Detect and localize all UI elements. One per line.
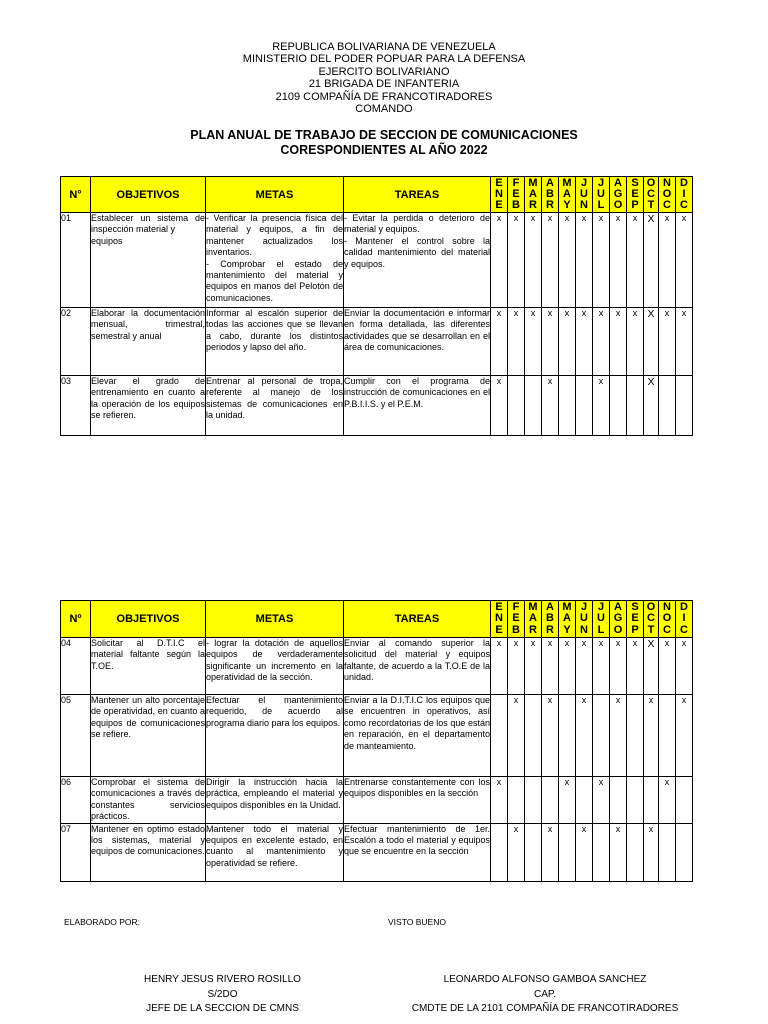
month-mark-cell	[525, 823, 542, 881]
table-header-row	[61, 177, 693, 213]
month-mark-cell: x	[491, 308, 508, 376]
month-mark-cell: x	[508, 823, 525, 881]
plan-table-2	[60, 600, 693, 882]
col-header-month: S E P	[627, 601, 644, 638]
month-mark-cell	[525, 376, 542, 436]
col-header-month: O C T	[644, 601, 659, 638]
meta-cell-text: Entrenar al personal de tropa, referente al manejo de los sistemas de comunicaciones en la unidad.	[206, 376, 343, 421]
col-header-tareas: TAREAS	[344, 601, 491, 638]
meta-cell	[206, 308, 344, 376]
month-mark-cell: x	[593, 308, 610, 376]
objetivo-cell	[91, 777, 206, 824]
col-header-month: M A R	[525, 177, 542, 213]
title-line: PLAN ANUAL DE TRABAJO DE SECCION DE COMUNICACIONES	[190, 128, 578, 142]
month-mark-cell: x	[627, 308, 644, 376]
signer-name: HENRY JESUS RIVERO ROSILLO	[144, 974, 301, 985]
month-mark-cell	[676, 777, 693, 824]
month-mark-cell: x	[508, 695, 525, 777]
tarea-cell	[344, 777, 491, 824]
objetivo-cell	[91, 376, 206, 436]
month-mark-cell: x	[542, 638, 559, 695]
month-mark-cell	[627, 376, 644, 436]
month-mark-cell	[491, 695, 508, 777]
col-header-num: Nº	[61, 601, 91, 638]
month-mark-cell	[627, 823, 644, 881]
objetivo-cell	[91, 308, 206, 376]
month-mark-cell: X	[644, 308, 659, 376]
month-mark-cell	[676, 823, 693, 881]
row-number-text: 06	[61, 777, 72, 787]
month-mark-cell	[593, 823, 610, 881]
title-line: CORESPONDIENTES AL AÑO 2022	[280, 143, 488, 157]
objetivo-cell-text: Establecer un sistema de inspección material y equipos	[91, 213, 205, 246]
document-header	[0, 41, 768, 115]
col-header-num: N°	[61, 177, 91, 213]
month-mark-cell: x	[542, 376, 559, 436]
objetivo-cell-text: Mantener un alto porcentaje de operatividad, en cuanto a equipos de comunicaciones se refiere.	[91, 695, 205, 740]
table-row	[61, 638, 693, 695]
col-header-month: M A Y	[559, 177, 576, 213]
table-row	[61, 376, 693, 436]
month-mark-cell: x	[627, 213, 644, 308]
meta-cell	[206, 638, 344, 695]
month-mark-cell: x	[508, 638, 525, 695]
header-line: 2109 COMPAÑÍA DE FRANCOTIRADORES	[275, 90, 493, 103]
header-line: 21 BRIGADA DE INFANTERIA	[308, 78, 460, 91]
row-number-text: 01	[61, 213, 72, 223]
tarea-cell-text: - Evitar la perdida o deterioro de material y equipos. - Mantener el control sobre la calidad mantenimiento del material y equipos.	[344, 213, 490, 269]
col-header-month: A B R	[542, 177, 559, 213]
month-mark-cell: x	[676, 638, 693, 695]
month-mark-cell	[676, 376, 693, 436]
tarea-cell	[344, 213, 491, 308]
month-mark-cell	[627, 695, 644, 777]
meta-cell	[206, 823, 344, 881]
month-mark-cell: x	[559, 777, 576, 824]
month-mark-cell: x	[610, 695, 627, 777]
row-number	[61, 213, 91, 308]
header-line: MINISTERIO DEL PODER POPUAR PARA LA DEFENSA	[242, 53, 526, 66]
tarea-cell	[344, 308, 491, 376]
meta-cell	[206, 777, 344, 824]
month-mark-cell	[559, 376, 576, 436]
col-header-month: J U L	[593, 601, 610, 638]
month-mark-cell: X	[644, 213, 659, 308]
meta-cell-text: - lograr la dotación de aquellos equipos de verdaderamente significante un incremento en la operatividad de la sección.	[206, 638, 343, 683]
month-mark-cell: x	[659, 638, 676, 695]
row-number	[61, 823, 91, 881]
month-mark-cell: x	[576, 823, 593, 881]
objetivo-cell-text: Mantener en optimo estado los sistemas, material y equipos de comunicaciones.	[91, 823, 205, 857]
objetivo-cell-text: Elevar el grado de entrenamiento en cuanto a la operación de los equipos se refieren.	[91, 376, 205, 421]
row-number	[61, 638, 91, 695]
month-mark-cell: x	[491, 777, 508, 824]
table-row	[61, 695, 693, 777]
month-mark-cell: x	[576, 213, 593, 308]
month-mark-cell: x	[542, 823, 559, 881]
month-mark-cell	[559, 695, 576, 777]
meta-cell-text: - Verificar la presencia física del material y equipos, a fin de mantener actualizados los inventarios. - Comprobar el estado de mantenimiento del material y equipos en manos del Pelotón de comunicaciones.	[206, 213, 343, 303]
col-header-month: A G O	[610, 177, 627, 213]
col-header-month: E N E	[491, 177, 508, 213]
month-mark-cell	[659, 823, 676, 881]
month-mark-cell: x	[559, 308, 576, 376]
col-header-month: F E B	[508, 177, 525, 213]
signer-rank: CAP.	[533, 988, 557, 1000]
signer-name: LEONARDO ALFONSO GAMBOA SANCHEZ	[443, 974, 647, 985]
month-mark-cell	[627, 777, 644, 824]
col-header-month: J U N	[576, 177, 593, 213]
row-number-text: 05	[61, 695, 72, 705]
month-mark-cell	[525, 695, 542, 777]
month-mark-cell: x	[559, 638, 576, 695]
visto-bueno-label: VISTO BUENO	[388, 917, 446, 927]
signer-role: JEFE DE LA SECCION DE CMNS	[146, 1003, 299, 1014]
objetivo-cell-text: Comprobar el sistema de comunicaciones a través de constantes servicios prácticos.	[91, 777, 205, 822]
elaborado-label: ELABORADO POR:	[64, 917, 141, 927]
month-mark-cell: x	[644, 695, 659, 777]
col-header-month: A B R	[542, 601, 559, 638]
objetivo-cell	[91, 213, 206, 308]
month-mark-cell: x	[593, 638, 610, 695]
meta-cell-text: Mantener todo el material y equipos en excelente estado, en cuanto al mantenimiento y operatividad se refiere.	[206, 823, 343, 868]
meta-cell	[206, 376, 344, 436]
month-mark-cell: x	[576, 308, 593, 376]
month-mark-cell: x	[659, 213, 676, 308]
month-mark-cell	[525, 777, 542, 824]
tarea-cell-text: Enviar la documentación e informar en forma detallada, las diferentes actividades que se desarrollan en el área de comunicaciones.	[344, 308, 490, 353]
month-mark-cell: x	[491, 638, 508, 695]
month-mark-cell: x	[576, 638, 593, 695]
tarea-cell	[344, 823, 491, 881]
col-header-metas: METAS	[206, 177, 344, 213]
table-row	[61, 308, 693, 376]
col-header-objetivos: OBJETIVOS	[91, 601, 206, 638]
row-number-text: 04	[61, 638, 72, 648]
month-mark-cell	[508, 376, 525, 436]
col-header-month: J U N	[576, 601, 593, 638]
signer-rank: S/2DO	[207, 988, 238, 1000]
month-mark-cell: x	[559, 213, 576, 308]
month-mark-cell: x	[525, 213, 542, 308]
month-mark-cell	[576, 376, 593, 436]
document-title	[0, 128, 768, 158]
month-mark-cell: x	[610, 638, 627, 695]
signature-block-left	[110, 973, 335, 1017]
month-mark-cell: x	[627, 638, 644, 695]
col-header-month: S E P	[627, 177, 644, 213]
month-mark-cell	[559, 823, 576, 881]
col-header-month: F E B	[508, 601, 525, 638]
col-header-month: N O C	[659, 601, 676, 638]
meta-cell	[206, 213, 344, 308]
month-mark-cell: x	[644, 823, 659, 881]
month-mark-cell: x	[542, 695, 559, 777]
tarea-cell-text: Entrenarse constantemente con los equipos disponibles en la sección	[344, 777, 490, 799]
tarea-cell-text: Cumplir con el programa de instrucción de comunicaciones en el P.B.I.I.S. y el P.E.M.	[344, 376, 490, 409]
table-row	[61, 213, 693, 308]
signature-block-right	[395, 973, 695, 1017]
plan-table-1	[60, 176, 693, 436]
col-header-month: E N E	[491, 601, 508, 638]
row-number	[61, 308, 91, 376]
month-mark-cell	[610, 376, 627, 436]
month-mark-cell: x	[659, 777, 676, 824]
month-mark-cell: x	[676, 695, 693, 777]
table-row	[61, 823, 693, 881]
header-line: EJERCITO BOLIVARIANO	[318, 65, 450, 78]
col-header-metas: METAS	[206, 601, 344, 638]
month-mark-cell: x	[676, 213, 693, 308]
month-mark-cell	[644, 777, 659, 824]
month-mark-cell: x	[542, 308, 559, 376]
month-mark-cell: x	[525, 308, 542, 376]
month-mark-cell: x	[576, 695, 593, 777]
row-number	[61, 376, 91, 436]
tarea-cell-text: Enviar a la D.I.T.I.C los equipos que se encuentren in operativos, así como recordatorias de los que están en reparación, en el departamento de manteamiento.	[344, 695, 490, 751]
row-number-text: 03	[61, 376, 72, 386]
col-header-month: J U L	[593, 177, 610, 213]
objetivo-cell-text: Elaborar la documentación mensual, trimestral, semestral y anual	[91, 308, 205, 341]
tarea-cell	[344, 695, 491, 777]
month-mark-cell: x	[525, 638, 542, 695]
month-mark-cell: x	[593, 213, 610, 308]
month-mark-cell: x	[542, 213, 559, 308]
month-mark-cell: x	[676, 308, 693, 376]
month-mark-cell: x	[610, 823, 627, 881]
objetivo-cell-text: Solicitar al D.T.I.C el material faltante según la T.OE.	[91, 638, 205, 671]
objetivo-cell	[91, 823, 206, 881]
month-mark-cell	[491, 823, 508, 881]
month-mark-cell: x	[659, 308, 676, 376]
tarea-cell-text: Efectuar mantenimiento de 1er. Escalón a todo el material y equipos que se encuentre en la sección	[344, 823, 490, 857]
col-header-tareas: TAREAS	[344, 177, 491, 213]
month-mark-cell: x	[593, 376, 610, 436]
signer-role: CMDTE DE LA 2101 COMPAÑÍA DE FRANCOTIRADORES	[411, 1003, 679, 1014]
col-header-month: D I C	[676, 601, 693, 638]
row-number-text: 07	[61, 823, 72, 834]
month-mark-cell: x	[508, 308, 525, 376]
tarea-cell-text: Enviar al comando superior la solicitud del material y equipos faltante, de acuerdo a la T.O.E de la unidad.	[344, 638, 490, 683]
table-header-row	[61, 601, 693, 638]
month-mark-cell	[593, 695, 610, 777]
month-mark-cell: x	[508, 213, 525, 308]
month-mark-cell: x	[593, 777, 610, 824]
objetivo-cell	[91, 638, 206, 695]
col-header-month: M A R	[525, 601, 542, 638]
month-mark-cell	[576, 777, 593, 824]
tarea-cell	[344, 376, 491, 436]
row-number	[61, 777, 91, 824]
month-mark-cell	[542, 777, 559, 824]
month-mark-cell: x	[610, 213, 627, 308]
col-header-month: O C T	[644, 177, 659, 213]
col-header-month: N O C	[659, 177, 676, 213]
row-number	[61, 695, 91, 777]
header-line: COMANDO	[355, 103, 413, 116]
month-mark-cell	[659, 695, 676, 777]
month-mark-cell	[659, 376, 676, 436]
month-mark-cell	[508, 777, 525, 824]
month-mark-cell: x	[610, 308, 627, 376]
tarea-cell	[344, 638, 491, 695]
col-header-month: A G O	[610, 601, 627, 638]
meta-cell-text: Dirigir la instrucción hacia la práctica, empleando el material y equipos disponibles en la Unidad.	[206, 777, 343, 810]
month-mark-cell	[610, 777, 627, 824]
meta-cell	[206, 695, 344, 777]
objetivo-cell	[91, 695, 206, 777]
month-mark-cell: x	[491, 213, 508, 308]
meta-cell-text: Efectuar el mantenimiento requerido, de acuerdo al programa diario para los equipos.	[206, 695, 343, 728]
month-mark-cell: X	[644, 376, 659, 436]
row-number-text: 02	[61, 308, 72, 318]
meta-cell-text: Informar al escalón superior de todas las acciones que se llevan a cabo, durante los distintos periodos y lapso del año.	[206, 308, 343, 353]
month-mark-cell: X	[644, 638, 659, 695]
col-header-month: M A Y	[559, 601, 576, 638]
month-mark-cell: x	[491, 376, 508, 436]
header-line: REPUBLICA BOLIVARIANA DE VENEZUELA	[272, 41, 496, 53]
col-header-month: D I C	[676, 177, 693, 213]
col-header-objetivos: OBJETIVOS	[91, 177, 206, 213]
table-row	[61, 777, 693, 824]
